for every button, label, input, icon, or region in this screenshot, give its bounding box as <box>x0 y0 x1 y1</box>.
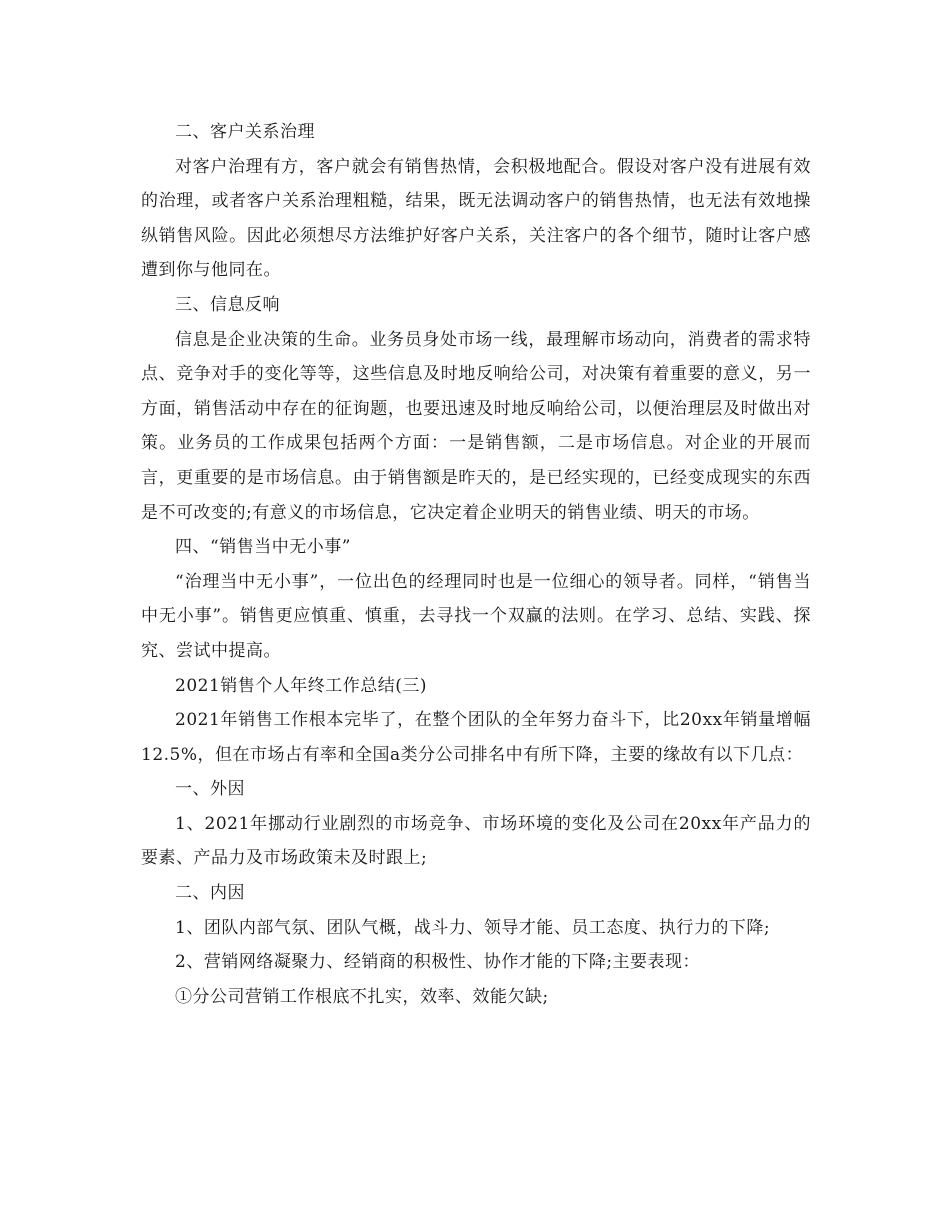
paragraph-information-feedback: 信息是企业决策的生命。业务员身处市场一线，最理解市场动向，消费者的需求特点、竞争对手的变化等等，这些信息及时地反响给公司，对决策有着重要的意义，另一方面，销售活动中存在的征询题，也要迅速及时地反响给公司，以便治理层及时做出对策。业务员的工作成果包括两个方面：一是销售额，二是市场信息。对企业的开展而言，更重要的是市场信息。由于销售额是昨天的，是已经实现的，已经变成现实的东西是不可改变的;有意义的市场信息，它决定着企业明天的销售业绩、明天的市场。 <box>141 329 811 523</box>
list-item-internal-2-sub-1: ①分公司营销工作根底不扎实，效率、效能欠缺; <box>175 986 549 1007</box>
paragraph-annual-summary: 2021年销售工作根本完毕了，在整个团队的全年努力奋斗下，比20xx年销量增幅12.5%，但在市场占有率和全国a类分公司排名中有所下降，主要的缘故有以下几点： <box>141 710 811 765</box>
paragraph-customer-relations: 对客户治理有方，客户就会有销售热情，会积极地配合。假设对客户没有进展有效的治理，或者客户关系治理粗糙，结果，既无法调动客户的销售热情，也无法有效地操纵销售风险。因此必须想尽方法维护好客户关系，关注客户的各个细节，随时让客户感遭到你与他同在。 <box>141 156 811 281</box>
section-heading-no-small-matters: 四、“销售当中无小事” <box>175 537 351 558</box>
list-item-external-1: 1、2021年挪动行业剧烈的市场竞争、市场环境的变化及公司在20xx年产品力的要素、产品力及市场政策未及时跟上; <box>141 813 811 869</box>
section-heading-customer-relations: 二、客户关系治理 <box>175 122 315 142</box>
paragraph-no-small-matters: “治理当中无小事”，一位出色的经理同时也是一位细心的领导者。同样，“销售当中无小事”。销售更应慎重、慎重，去寻找一个双赢的法则。在学习、总结、实践、探究、尝试中提高。 <box>141 571 811 661</box>
document-subtitle: 2021销售个人年终工作总结(三) <box>175 675 428 696</box>
section-heading-external-causes: 一、外因 <box>175 779 245 800</box>
list-item-internal-2: 2、营销网络凝聚力、经销商的积极性、协作才能的下降;主要表现： <box>175 952 701 973</box>
document-body <box>141 115 811 1014</box>
section-heading-internal-causes: 二、内因 <box>175 883 245 904</box>
list-item-internal-1: 1、团队内部气氛、团队气概，战斗力、领导才能、员工态度、执行力的下降; <box>175 917 771 938</box>
section-heading-information-feedback: 三、信息反响 <box>175 294 280 315</box>
